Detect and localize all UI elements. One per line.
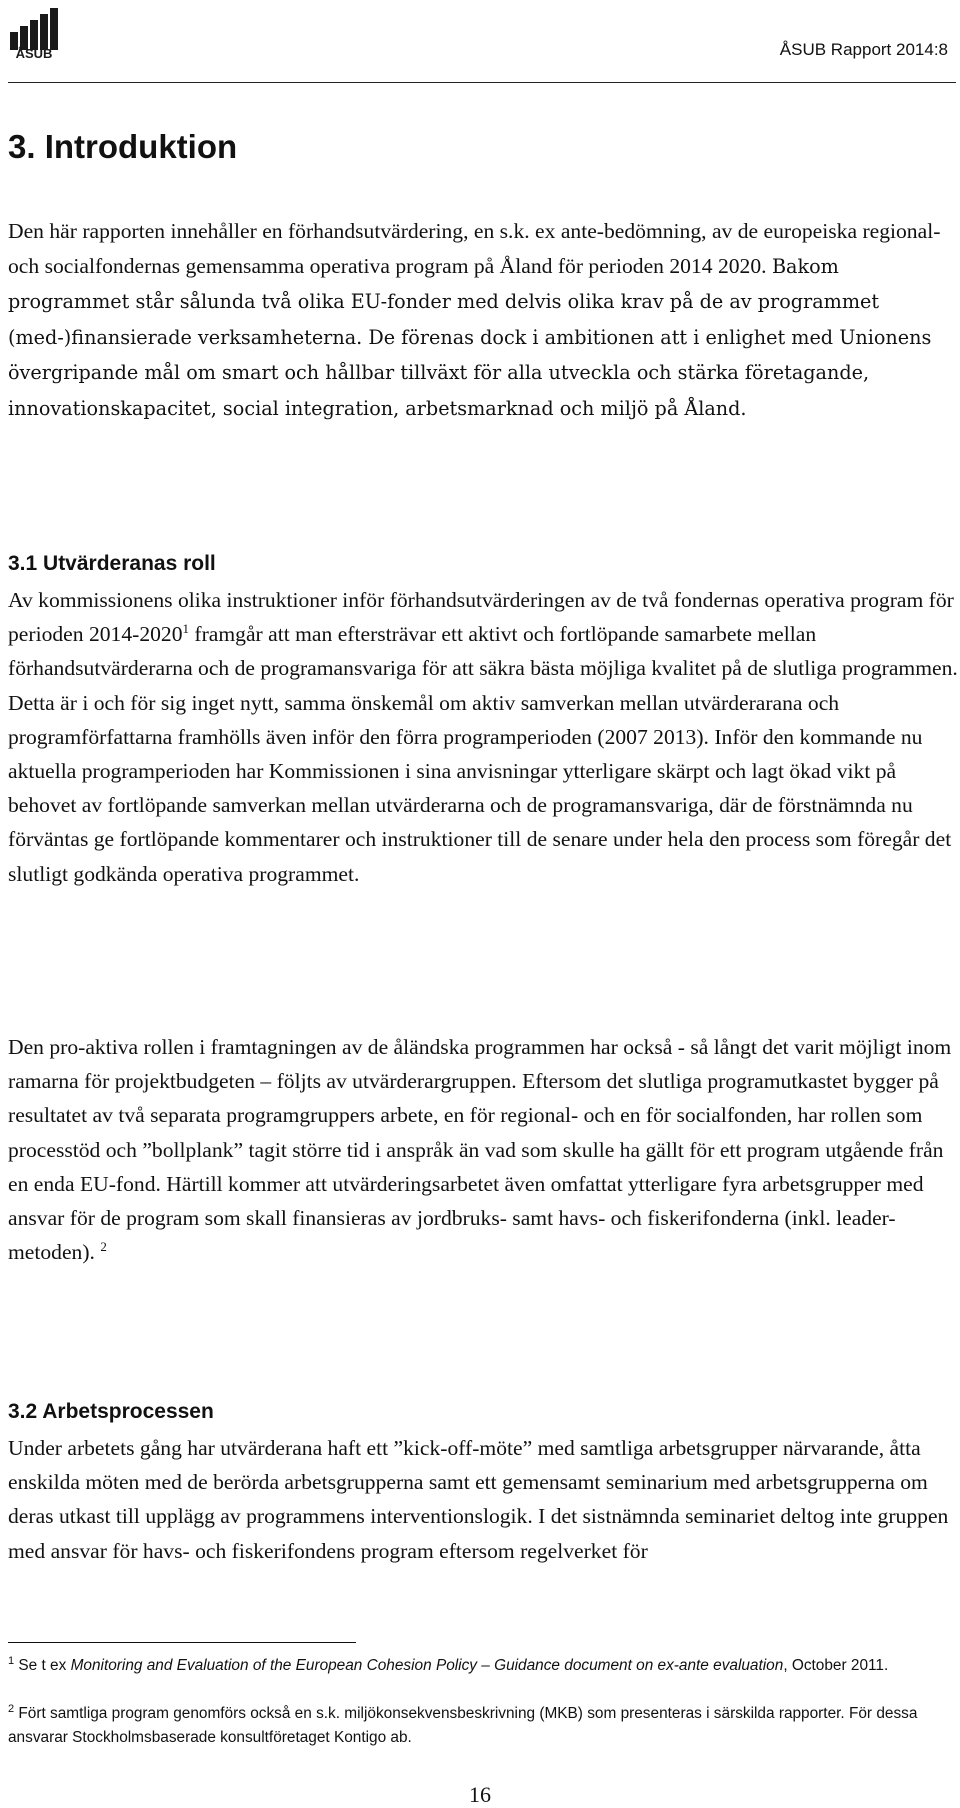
sec31-paragraph-2	[8, 1030, 958, 1269]
section-title: 3. Introduktion	[8, 128, 238, 165]
sec31-p1-before: Av kommissionens olika instruktioner inför förhandsutvärderingen av de två fondernas operativa program för perioden 2014-2020	[8, 588, 954, 647]
intro-text-part2: Bakom programmet står sålunda två olika EU-fonder med delvis olika krav på de av programmet (med-)finansierade verksamheterna. De förenas dock i ambitionen att i enlighet med Unionens övergripande mål om smart och hållbar tillväxt för alla utveckla och stärka företagande, innovationskapacitet, social integration, arbetsmarknad och miljö på Åland.	[8, 254, 932, 420]
footnote-ref-2[interactable]: 2	[100, 1239, 107, 1255]
page-number: 16	[469, 1782, 491, 1807]
footnote-1	[8, 1654, 958, 1678]
intro-paragraph	[8, 214, 958, 426]
sec31-p2-text: Den pro-aktiva rollen i framtagningen av de åländska programmen har också - så långt det varit möjligt inom ramarna för projektbudgeten – följts av utvärderargruppen. Eftersom det slutliga programutkastet bygger på resultatet av två separata programgruppers arbete, en för regional- och en för socialfonden, har rollen som processtöd och ”bollplank” tagit större tid i anspråk än vad som skulle ha gällt för ett program utgående från en enda EU-fond. Härtill kommer att utvärderingsarbetet även omfattat ytterligare fyra arbetsgrupper med ansvar för de program som skall finansieras av jordbruks- samt havs- och fiskerifonderna (inkl. leader-metoden).	[8, 1035, 952, 1265]
subsection-title-3-2: 3.2 Arbetsprocessen	[8, 1400, 214, 1423]
logo-text: ÅSUB	[15, 46, 53, 60]
footnote-1-before: Se t ex	[18, 1657, 71, 1674]
footnote-ref-1[interactable]: 1	[182, 621, 190, 637]
sec31-p1-after: framgår att man eftersträvar ett aktivt och fortlöpande samarbete mellan förhandsutvärderarna och de programansvariga för att säkra bästa möjliga kvalitet på de slutliga programmen. Detta är i och för sig inget nytt, samma önskemål om aktiv samverkan mellan utvärderarana och programförfattarna framhölls även inför den förra programperioden (2007 2013). Inför den kommande nu aktuella programperioden har Kommissionen i sina anvisningar ytterligare skärpt och lagt ökad vikt på behovet av fortlöpande samverkan mellan utvärderarna och de programansvariga, där de förstnämnda nu förväntas ge fortlöpande kommentarer och instruktioner till de senare under hela den process som föregår det slutligt godkända operativa programmet.	[8, 622, 958, 886]
intro-text-part1: Den här rapporten innehåller en förhandsutvärdering, en s.k. ex ante-bedömning, av de europeiska regional- och socialfondernas gemensamma operativa program på Åland för perioden 2014 2020.	[8, 219, 941, 278]
sec31-paragraph-1	[8, 583, 958, 891]
subsection-title-3-1: 3.1 Utvärderanas roll	[8, 552, 216, 575]
footnote-1-title: Monitoring and Evaluation of the European Cohesion Policy – Guidance document on ex-ante evaluation	[70, 1657, 784, 1674]
asub-logo	[8, 4, 60, 60]
footnote-1-after: , October 2011.	[783, 1657, 889, 1674]
sec32-paragraph-1: Under arbetets gång har utvärderana haft ett ”kick-off-möte” med samtliga arbetsgrupper närvarande, åtta enskilda möten med de berörda arbetsgrupperna samt ett gemensamt seminarium med arbetsgrupperna om deras utkast till upplägg av programmens interventionslogik. I det sistnämnda seminariet deltog inte gruppen med ansvar för havs- och fiskerifondens program eftersom regelverket för	[8, 1436, 949, 1563]
footnote-1-number: 1	[8, 1655, 15, 1667]
footnote-2	[8, 1702, 958, 1750]
footnote-rule	[8, 1642, 356, 1643]
header-rule	[8, 82, 956, 83]
footnote-2-number: 2	[8, 1703, 15, 1715]
footnote-2-text: Fört samtliga program genomförs också en s.k. miljökonsekvensbeskrivning (MKB) som presenteras i särskilda rapporter. För dessa ansvarar Stockholmsbaserade konsultföretaget Kontigo ab.	[8, 1705, 918, 1746]
report-id: ÅSUB Rapport 2014:8	[779, 40, 948, 59]
